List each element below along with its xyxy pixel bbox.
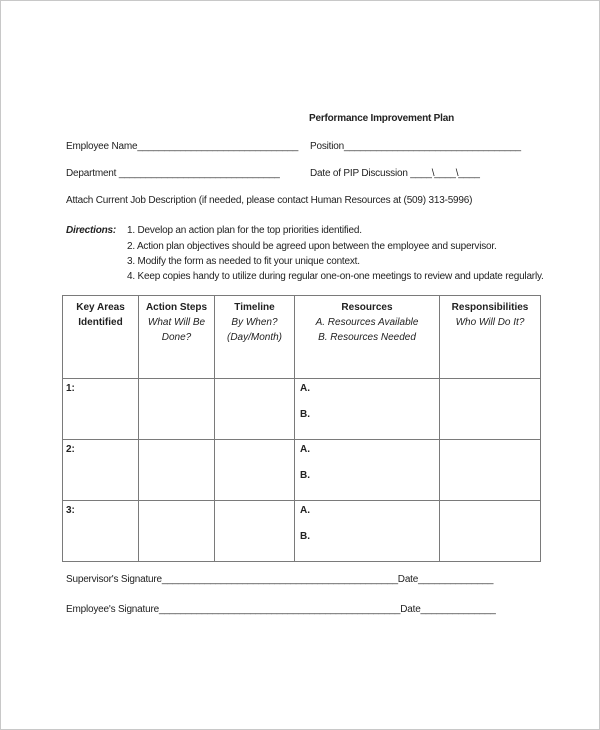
header-timeline: Timeline By When? (Day/Month) xyxy=(215,296,295,379)
resources-cell[interactable]: A. B. xyxy=(295,440,440,501)
directions-label: Directions: xyxy=(66,225,117,236)
header-action-steps: Action Steps What Will Be Done? xyxy=(139,296,215,379)
action-steps-cell[interactable] xyxy=(139,379,215,440)
direction-item: 3. Modify the form as needed to fit your unique context. xyxy=(127,256,360,267)
table-row xyxy=(63,440,541,501)
key-area-cell[interactable]: 1: xyxy=(63,379,139,440)
action-steps-cell[interactable] xyxy=(139,440,215,501)
table-header-row xyxy=(63,296,541,379)
position-field[interactable]: Position_________________________________ xyxy=(310,141,521,152)
responsibilities-cell[interactable] xyxy=(440,379,541,440)
direction-item: 4. Keep copies handy to utilize during regular one-on-one meetings to review and update regularly. xyxy=(127,271,544,282)
timeline-cell[interactable] xyxy=(215,379,295,440)
header-resources: Resources A. Resources Available B. Resources Needed xyxy=(295,296,440,379)
key-area-cell[interactable]: 2: xyxy=(63,440,139,501)
header-responsibilities: Responsibilities Who Will Do It? xyxy=(440,296,541,379)
action-plan-table xyxy=(62,295,541,562)
employee-name-field[interactable]: Employee Name______________________________ xyxy=(66,141,299,152)
header-key-areas: Key Areas Identified xyxy=(63,296,139,379)
direction-item: 2. Action plan objectives should be agreed upon between the employee and supervisor. xyxy=(127,241,497,252)
direction-item: 1. Develop an action plan for the top priorities identified. xyxy=(127,225,362,236)
timeline-cell[interactable] xyxy=(215,501,295,562)
table-row xyxy=(63,379,541,440)
employee-signature-field[interactable]: Employee's Signature_____________________________________________Date______________ xyxy=(66,604,496,615)
attach-job-description-note: Attach Current Job Description (if needed, please contact Human Resources at (509) 313-5996) xyxy=(66,195,473,206)
table-row xyxy=(63,501,541,562)
responsibilities-cell[interactable] xyxy=(440,501,541,562)
key-area-cell[interactable]: 3: xyxy=(63,501,139,562)
supervisor-signature-field[interactable]: Supervisor's Signature____________________________________________Date______________ xyxy=(66,574,494,585)
action-steps-cell[interactable] xyxy=(139,501,215,562)
department-field[interactable]: Department ______________________________ xyxy=(66,168,280,179)
pip-discussion-date-field[interactable]: Date of PIP Discussion ____\____\____ xyxy=(310,168,480,179)
resources-cell[interactable]: A. B. xyxy=(295,379,440,440)
resources-cell[interactable]: A. B. xyxy=(295,501,440,562)
page-title: Performance Improvement Plan xyxy=(309,113,455,124)
responsibilities-cell[interactable] xyxy=(440,440,541,501)
timeline-cell[interactable] xyxy=(215,440,295,501)
